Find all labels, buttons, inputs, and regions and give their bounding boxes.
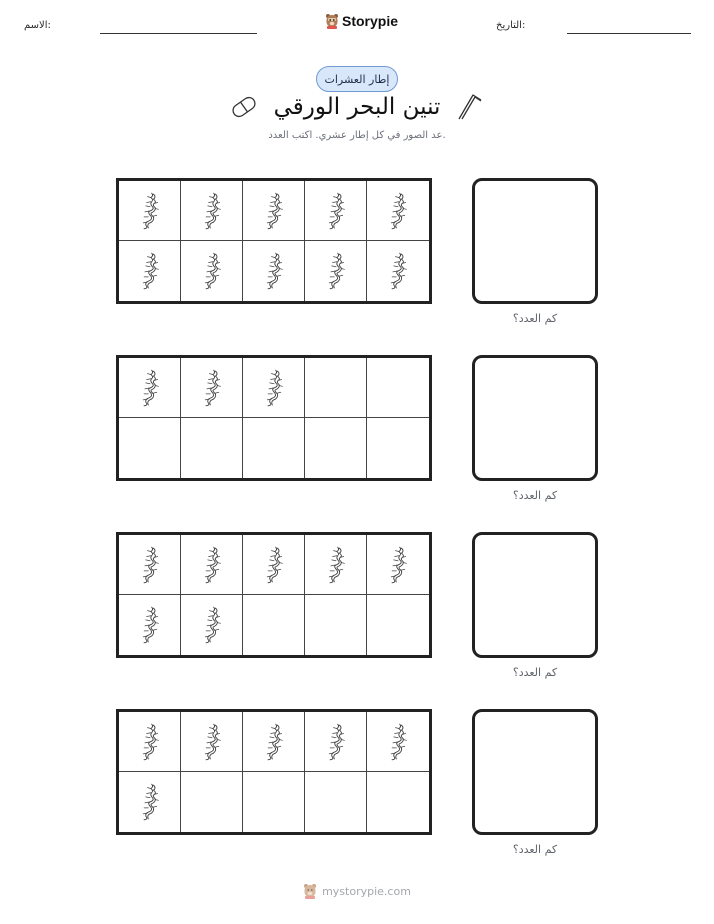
leafy-sea-dragon-icon bbox=[263, 188, 285, 234]
name-field-line[interactable] bbox=[100, 33, 257, 34]
question-label-1: كم العدد؟ bbox=[512, 312, 558, 325]
leafy-sea-dragon-icon bbox=[139, 719, 161, 765]
leafy-sea-dragon-icon bbox=[387, 719, 409, 765]
ten-frame-cell bbox=[181, 535, 243, 595]
ten-frame-4 bbox=[116, 709, 432, 835]
ten-frame-cell bbox=[181, 595, 243, 655]
topic-badge: إطار العشرات bbox=[316, 66, 398, 92]
leafy-sea-dragon-icon bbox=[263, 542, 285, 588]
ten-frame-cell bbox=[305, 535, 367, 595]
ten-frame-cell bbox=[119, 772, 181, 832]
ten-frame-cell bbox=[305, 358, 367, 418]
answer-box-2[interactable] bbox=[472, 355, 598, 481]
question-label-2: كم العدد؟ bbox=[512, 489, 558, 502]
leafy-sea-dragon-icon bbox=[325, 188, 347, 234]
ten-frame-cell bbox=[181, 772, 243, 832]
date-label: التاريخ: bbox=[496, 20, 526, 31]
leafy-sea-dragon-icon bbox=[263, 719, 285, 765]
leafy-sea-dragon-icon bbox=[387, 248, 409, 294]
ten-frame-cell bbox=[367, 241, 429, 301]
leafy-sea-dragon-icon bbox=[201, 188, 223, 234]
ten-frame-cell bbox=[243, 712, 305, 772]
ten-frame-3 bbox=[116, 532, 432, 658]
leafy-sea-dragon-icon bbox=[201, 365, 223, 411]
ten-frame-cell bbox=[181, 712, 243, 772]
ten-frame-cell bbox=[119, 418, 181, 478]
ten-frame-cell bbox=[119, 535, 181, 595]
ten-frame-cell bbox=[367, 712, 429, 772]
brand-name: Storypie bbox=[342, 13, 399, 29]
ten-frame-cell bbox=[243, 772, 305, 832]
date-field-line[interactable] bbox=[567, 33, 691, 34]
ten-frame-cell bbox=[181, 241, 243, 301]
ten-frame-cell bbox=[367, 772, 429, 832]
bear-mascot-icon bbox=[303, 883, 317, 899]
ten-frame-cell bbox=[243, 241, 305, 301]
ten-frame-1 bbox=[116, 178, 432, 304]
leafy-sea-dragon-icon bbox=[325, 719, 347, 765]
leafy-sea-dragon-icon bbox=[387, 542, 409, 588]
ten-frame-cell bbox=[181, 418, 243, 478]
ten-frame-cell bbox=[305, 595, 367, 655]
leafy-sea-dragon-icon bbox=[139, 542, 161, 588]
bear-mascot-icon bbox=[325, 13, 339, 29]
question-label-4: كم العدد؟ bbox=[512, 843, 558, 856]
ten-frame-cell bbox=[305, 772, 367, 832]
ten-frame-cell bbox=[119, 241, 181, 301]
leafy-sea-dragon-icon bbox=[387, 188, 409, 234]
brand-logo bbox=[325, 13, 398, 29]
ten-frame-cell bbox=[367, 535, 429, 595]
ten-frame-cell bbox=[305, 418, 367, 478]
ten-frame-cell bbox=[305, 712, 367, 772]
ten-frame-cell bbox=[367, 181, 429, 241]
ten-frame-cell bbox=[243, 595, 305, 655]
leafy-sea-dragon-icon bbox=[201, 248, 223, 294]
footer bbox=[0, 883, 714, 899]
instructions: عد الصور في كل إطار عشري. اكتب العدد. bbox=[268, 130, 446, 141]
name-label: الاسم: bbox=[24, 20, 51, 31]
ten-frame-cell bbox=[305, 241, 367, 301]
ten-frame-cell bbox=[119, 712, 181, 772]
answer-box-3[interactable] bbox=[472, 532, 598, 658]
leafy-sea-dragon-icon bbox=[263, 248, 285, 294]
question-label-3: كم العدد؟ bbox=[512, 666, 558, 679]
ten-frame-cell bbox=[243, 358, 305, 418]
footer-url: mystorypie.com bbox=[322, 884, 411, 898]
ten-frame-cell bbox=[181, 181, 243, 241]
ten-frame-cell bbox=[367, 418, 429, 478]
ten-frame-2 bbox=[116, 355, 432, 481]
answer-box-1[interactable] bbox=[472, 178, 598, 304]
leafy-sea-dragon-icon bbox=[325, 248, 347, 294]
ten-frame-cell bbox=[243, 181, 305, 241]
ten-frame-cell bbox=[243, 535, 305, 595]
ten-frame-cell bbox=[119, 358, 181, 418]
leafy-sea-dragon-icon bbox=[139, 365, 161, 411]
leafy-sea-dragon-icon bbox=[201, 719, 223, 765]
leafy-sea-dragon-icon bbox=[139, 188, 161, 234]
ten-frame-cell bbox=[367, 358, 429, 418]
ten-frame-cell bbox=[119, 181, 181, 241]
ten-frame-cell bbox=[181, 358, 243, 418]
leafy-sea-dragon-icon bbox=[139, 248, 161, 294]
leafy-sea-dragon-icon bbox=[201, 542, 223, 588]
page-title: تنين البحر الورقي bbox=[273, 94, 441, 120]
leafy-sea-dragon-icon bbox=[139, 602, 161, 648]
leafy-sea-dragon-icon bbox=[263, 365, 285, 411]
ten-frame-cell bbox=[305, 181, 367, 241]
leafy-sea-dragon-icon bbox=[139, 779, 161, 825]
leafy-sea-dragon-icon bbox=[201, 602, 223, 648]
ten-frame-cell bbox=[367, 595, 429, 655]
answer-box-4[interactable] bbox=[472, 709, 598, 835]
ten-frame-cell bbox=[119, 595, 181, 655]
leafy-sea-dragon-icon bbox=[325, 542, 347, 588]
ten-frame-cell bbox=[243, 418, 305, 478]
